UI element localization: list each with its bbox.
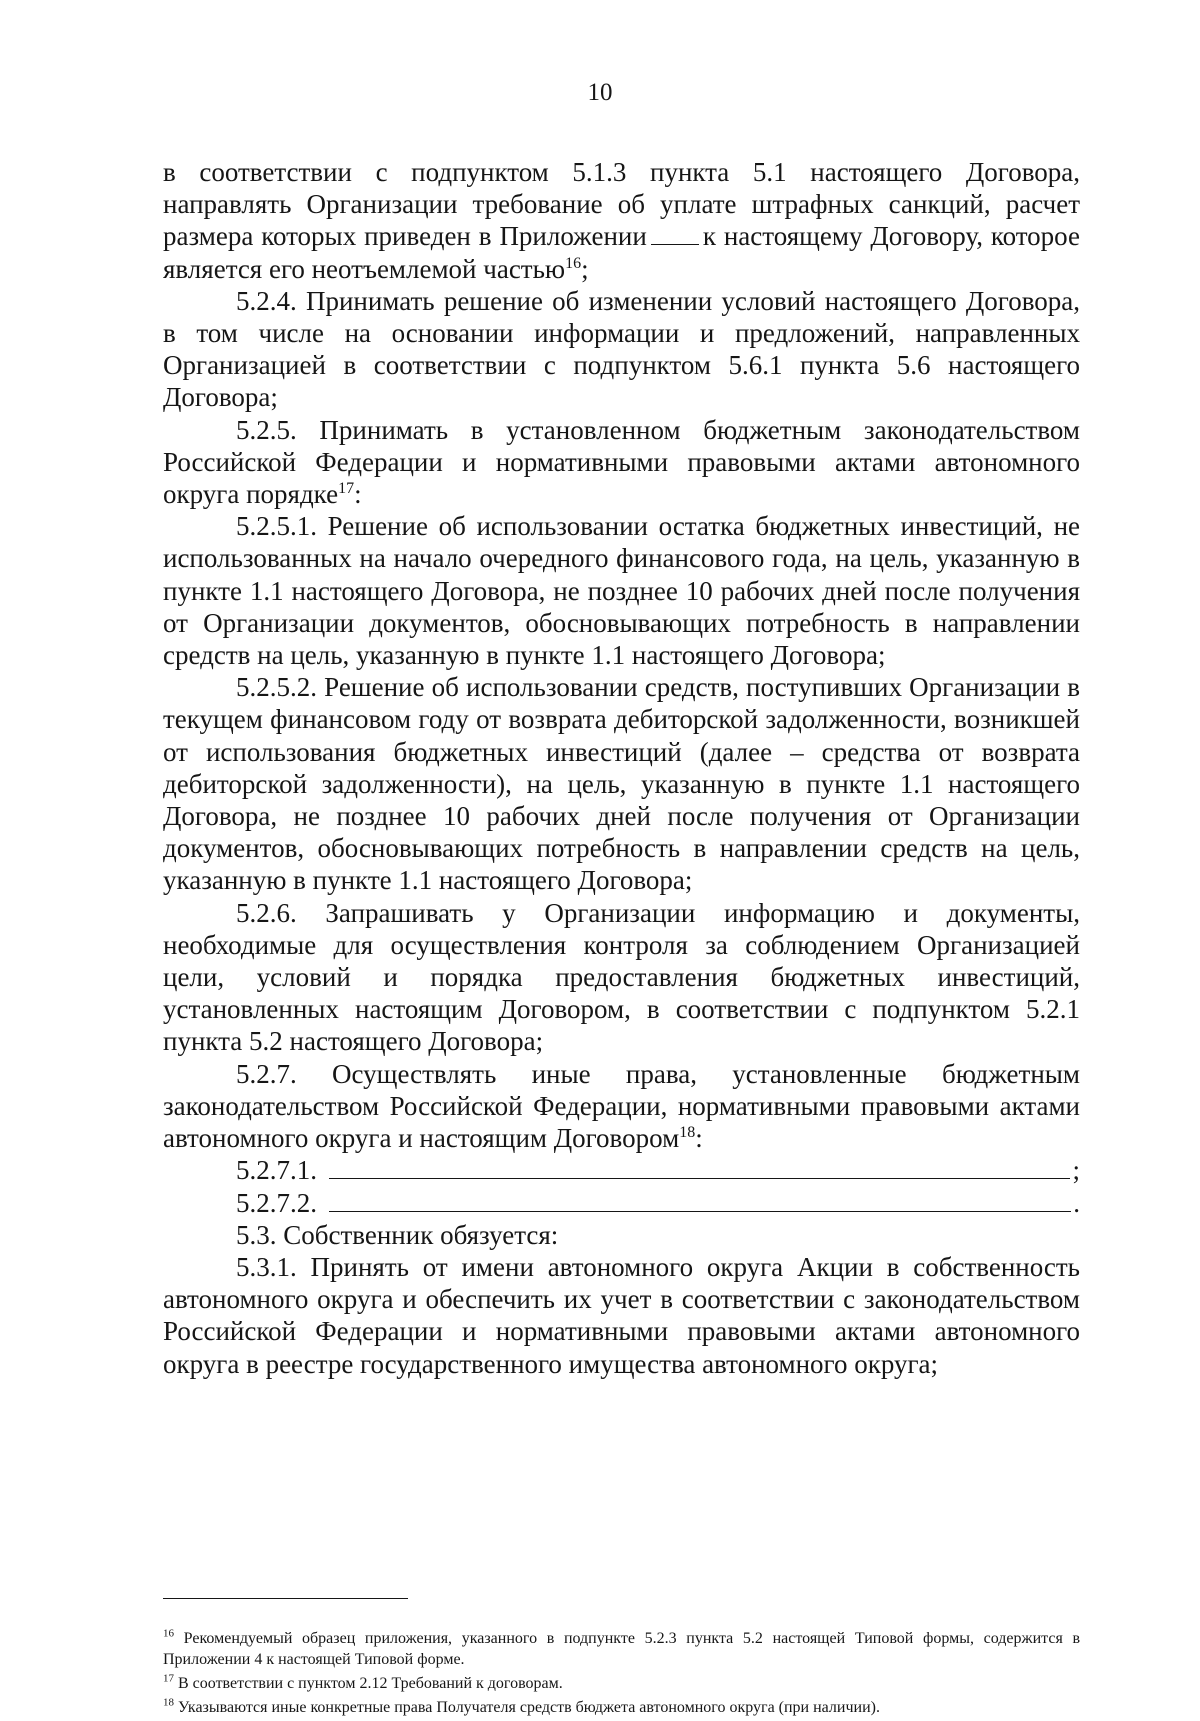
fill-line-punct: . xyxy=(1073,1187,1080,1218)
page-number: 10 xyxy=(587,79,613,106)
paragraph-text: 5.2.5. Принимать в установленном бюджетным законодательством Российской Федерации и нормативными правовыми актами автономного округа порядке xyxy=(163,414,1080,510)
paragraph-text: 5.2.7. Осуществлять иные права, установленные бюджетным законодательством Российской Федерации, нормативными правовыми актами автономного округа и настоящим Договором xyxy=(163,1058,1080,1154)
fill-line-number: 5.2.7.1. xyxy=(236,1155,317,1186)
footnote-18 xyxy=(163,1697,1080,1718)
fill-line-number: 5.2.7.2. xyxy=(236,1187,317,1218)
footnote-mark: 17 xyxy=(163,1672,174,1685)
footnote-ref: 16 xyxy=(565,254,582,272)
footnote-separator xyxy=(163,1598,408,1599)
fill-line-5-2-7-2 xyxy=(163,1187,1080,1219)
footnotes xyxy=(163,1628,1080,1721)
paragraph-punct: ; xyxy=(581,253,589,284)
paragraph-5-2-3-continuation xyxy=(163,156,1080,285)
footnote-17 xyxy=(163,1673,1080,1694)
blank-underline xyxy=(329,1156,1070,1179)
paragraph-5-2-5-1: 5.2.5.1. Решение об использовании остатка бюджетных инвестиций, не использованных на начало очередного финансового года, на цель, указанную в пункте 1.1 настоящего Договора, не позднее 10 рабочих дней после получения от Организации документов, обосновывающих потребность в направлении средств на цель, указанную в пункте 1.1 настоящего Договора; xyxy=(163,511,1080,671)
paragraph-punct: : xyxy=(354,479,362,510)
paragraph-text: к настоящему Договору, которое является его неотъемлемой частью xyxy=(163,221,1080,284)
paragraph-5-2-4: 5.2.4. Принимать решение об изменении условий настоящего Договора, в том числе на основании информации и предложений, направленных Организацией в соответствии с подпунктом 5.6.1 пункта 5.6 настоящего Договора; xyxy=(163,285,1080,413)
paragraph-5-2-7 xyxy=(163,1058,1080,1155)
fill-line-5-2-7-1 xyxy=(163,1154,1080,1186)
footnote-text: В соответствии с пунктом 2.12 Требований к договорам. xyxy=(178,1675,563,1692)
paragraph-5-2-6: 5.2.6. Запрашивать у Организации информацию и документы, необходимые для осуществления контроля за соблюдением Организацией цели, условий и порядка предоставления бюджетных инвестиций, установленных настоящим Договором, в соответствии с подпунктом 5.2.1 пункта 5.2 настоящего Договора; xyxy=(163,897,1080,1057)
footnote-mark: 18 xyxy=(163,1696,174,1709)
footnote-text: Указываются иные конкретные права Получателя средств бюджета автономного округа (при наличии). xyxy=(178,1699,880,1716)
paragraph-5-2-5 xyxy=(163,414,1080,511)
footnote-ref: 17 xyxy=(338,480,355,498)
paragraph-5-3: 5.3. Собственник обязуется: xyxy=(236,1219,559,1250)
paragraph-punct: : xyxy=(695,1123,703,1154)
blank-underline xyxy=(329,1189,1071,1212)
footnote-16 xyxy=(163,1628,1080,1670)
fill-line-punct: ; xyxy=(1072,1155,1080,1186)
footnote-mark: 16 xyxy=(163,1627,174,1640)
footnote-ref: 18 xyxy=(679,1124,696,1142)
paragraph-5-3-1: 5.3.1. Принять от имени автономного округа Акции в собственность автономного округа и обеспечить их учет в соответствии с законодательством Российской Федерации и нормативными правовыми актами автономного округа в реестре государственного имущества автономного округа; xyxy=(163,1251,1080,1379)
appendix-number-blank xyxy=(651,243,699,245)
paragraph-5-2-5-2: 5.2.5.2. Решение об использовании средств, поступивших Организации в текущем финансовом году от возврата дебиторской задолженности, возникшей от использования бюджетных инвестиций (далее – средства от возврата дебиторской задолженности), на цель, указанную в пункте 1.1 настоящего Договора, не позднее 10 рабочих дней после получения от Организации документов, обосновывающих потребность в направлении средств на цель, указанную в пункте 1.1 настоящего Договора; xyxy=(163,672,1080,896)
footnote-text: Рекомендуемый образец приложения, указанного в подпункте 5.2.3 пункта 5.2 настоящей Типовой формы, содержится в Приложении 4 к настоящей Типовой форме. xyxy=(163,1630,1081,1668)
paragraph-text: в соответствии с подпунктом 5.1.3 пункта 5.1 настоящего Договора, направлять Организации требование об уплате штрафных санкций, расчет размера которых приведен в Приложении xyxy=(163,157,1080,252)
document-body xyxy=(163,156,1080,1380)
